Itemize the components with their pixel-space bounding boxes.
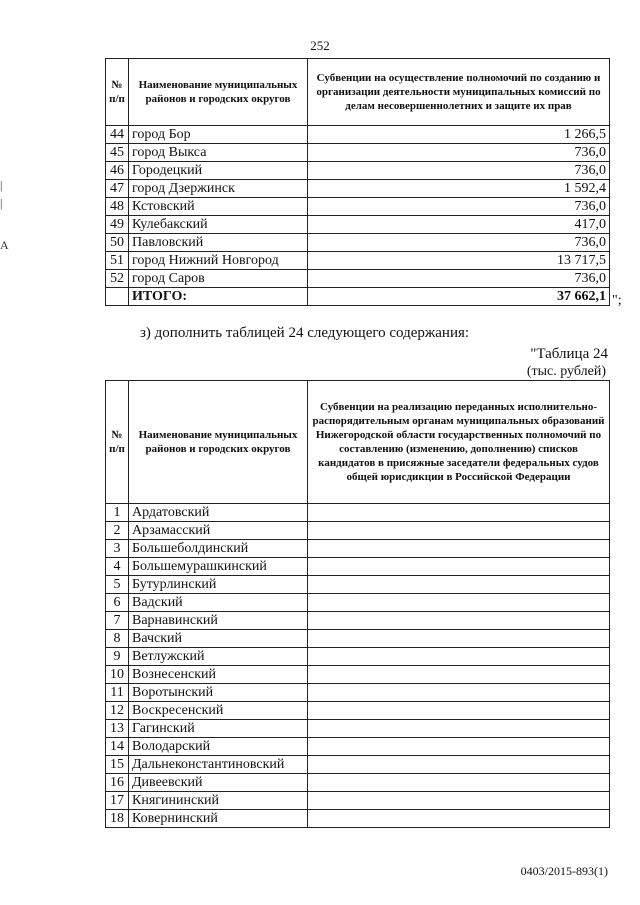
table-row	[106, 216, 610, 234]
total-num-cell	[106, 288, 129, 306]
subvention-value	[308, 594, 610, 612]
subvention-value	[308, 810, 610, 828]
table-row	[106, 252, 610, 270]
row-number: 13	[106, 720, 129, 738]
table-row	[106, 594, 610, 612]
table-row	[106, 684, 610, 702]
column-header-value: Субвенции на осуществление полномочий по созданию и организации деятельности муниципальных комиссий по делам несовершеннолетних и защите их прав	[308, 59, 610, 126]
table-row	[106, 720, 610, 738]
district-name: Ардатовский	[129, 504, 308, 522]
district-name: Ветлужский	[129, 648, 308, 666]
table-row	[106, 270, 610, 288]
table-unit: (тыс. рублей)	[526, 364, 606, 379]
table-row	[106, 558, 610, 576]
table-row	[106, 612, 610, 630]
subvention-value	[308, 738, 610, 756]
row-number: 1	[106, 504, 129, 522]
subvention-value	[308, 666, 610, 684]
district-name: Кстовский	[129, 198, 308, 216]
district-name: Гагинский	[129, 720, 308, 738]
row-number: 10	[106, 666, 129, 684]
table-row	[106, 234, 610, 252]
row-number: 11	[106, 684, 129, 702]
table-row	[106, 810, 610, 828]
row-number: 52	[106, 270, 129, 288]
table-row	[106, 180, 610, 198]
row-number: 51	[106, 252, 129, 270]
district-name: Вачский	[129, 630, 308, 648]
table-row	[106, 702, 610, 720]
district-name: город Бор	[129, 126, 308, 144]
district-name: Княгининский	[129, 792, 308, 810]
row-number: 8	[106, 630, 129, 648]
subvention-value	[308, 540, 610, 558]
column-header-number: № п/п	[106, 381, 129, 504]
row-number: 16	[106, 774, 129, 792]
subvention-value	[308, 612, 610, 630]
subvention-value: 417,0	[308, 216, 610, 234]
total-label: ИТОГО:	[129, 288, 308, 306]
row-number: 3	[106, 540, 129, 558]
table-row	[106, 144, 610, 162]
subvention-value: 13 717,5	[308, 252, 610, 270]
subvention-value	[308, 522, 610, 540]
row-number: 9	[106, 648, 129, 666]
closing-quote-mark: ";	[612, 293, 622, 308]
subvention-value: 736,0	[308, 270, 610, 288]
district-name: Володарский	[129, 738, 308, 756]
subvention-value: 736,0	[308, 234, 610, 252]
table-row	[106, 756, 610, 774]
district-name: Воскресенский	[129, 702, 308, 720]
table-row	[106, 666, 610, 684]
document-code: 0403/2015-893(1)	[520, 864, 608, 878]
table-row	[106, 576, 610, 594]
row-number: 47	[106, 180, 129, 198]
table-row	[106, 792, 610, 810]
total-value: 37 662,1	[308, 288, 610, 306]
column-header-value: Субвенции на реализацию переданных исполнительно-распорядительным органам муниципальных образований Нижегородской области государственных полномочий по составлению (изменению, дополнению) списков кандидатов в присяжные заседатели федеральных судов общей юрисдикции в Российской Федерации	[308, 381, 610, 504]
row-number: 12	[106, 702, 129, 720]
row-number: 6	[106, 594, 129, 612]
table-row	[106, 504, 610, 522]
subvention-value	[308, 684, 610, 702]
instruction-text: з) дополнить таблицей 24 следующего содержания:	[140, 325, 470, 341]
subvention-value	[308, 774, 610, 792]
table-header-row	[106, 59, 610, 126]
table-caption: "Таблица 24	[530, 346, 608, 362]
row-number: 17	[106, 792, 129, 810]
subvention-value	[308, 720, 610, 738]
subvention-value: 736,0	[308, 144, 610, 162]
district-name: Дальнеконстантиновский	[129, 756, 308, 774]
subvention-value	[308, 504, 610, 522]
row-number: 2	[106, 522, 129, 540]
table-header-row	[106, 381, 610, 504]
table-row	[106, 522, 610, 540]
row-number: 4	[106, 558, 129, 576]
district-name: город Саров	[129, 270, 308, 288]
subvention-value	[308, 648, 610, 666]
district-name: Ковернинский	[129, 810, 308, 828]
table-row	[106, 630, 610, 648]
district-name: Варнавинский	[129, 612, 308, 630]
margin-mark: |	[0, 178, 3, 192]
district-name: Павловский	[129, 234, 308, 252]
subvention-value	[308, 630, 610, 648]
column-header-name: Наименование муниципальных районов и городских округов	[129, 381, 308, 504]
subvention-value: 1 266,5	[308, 126, 610, 144]
page-number: 252	[310, 38, 330, 53]
column-header-name: Наименование муниципальных районов и городских округов	[129, 59, 308, 126]
table-row	[106, 198, 610, 216]
district-name: Воротынский	[129, 684, 308, 702]
total-row	[106, 288, 610, 306]
row-number: 49	[106, 216, 129, 234]
row-number: 18	[106, 810, 129, 828]
margin-mark: |	[0, 196, 3, 210]
row-number: 44	[106, 126, 129, 144]
row-number: 45	[106, 144, 129, 162]
district-name: Большемурашкинский	[129, 558, 308, 576]
row-number: 48	[106, 198, 129, 216]
subvention-value	[308, 702, 610, 720]
subvention-value	[308, 792, 610, 810]
row-number: 15	[106, 756, 129, 774]
district-name: Кулебакский	[129, 216, 308, 234]
subvention-value: 736,0	[308, 198, 610, 216]
row-number: 5	[106, 576, 129, 594]
district-name: город Выкса	[129, 144, 308, 162]
row-number: 50	[106, 234, 129, 252]
district-name: Арзамасский	[129, 522, 308, 540]
table-row	[106, 738, 610, 756]
row-number: 46	[106, 162, 129, 180]
district-name: Городецкий	[129, 162, 308, 180]
district-name: Большеболдинский	[129, 540, 308, 558]
subvention-value	[308, 756, 610, 774]
subvention-table-jurors	[105, 380, 610, 828]
subvention-value	[308, 576, 610, 594]
table-row	[106, 540, 610, 558]
column-header-number: № п/п	[106, 59, 129, 126]
subvention-table-commissions	[105, 58, 610, 306]
subvention-value: 1 592,4	[308, 180, 610, 198]
row-number: 7	[106, 612, 129, 630]
table-row	[106, 126, 610, 144]
subvention-value: 736,0	[308, 162, 610, 180]
district-name: Бутурлинский	[129, 576, 308, 594]
district-name: Вадский	[129, 594, 308, 612]
table-row	[106, 648, 610, 666]
district-name: город Дзержинск	[129, 180, 308, 198]
margin-mark: A	[0, 238, 9, 252]
district-name: Вознесенский	[129, 666, 308, 684]
table-row	[106, 774, 610, 792]
table-row	[106, 162, 610, 180]
row-number: 14	[106, 738, 129, 756]
district-name: город Нижний Новгород	[129, 252, 308, 270]
subvention-value	[308, 558, 610, 576]
district-name: Дивеевский	[129, 774, 308, 792]
